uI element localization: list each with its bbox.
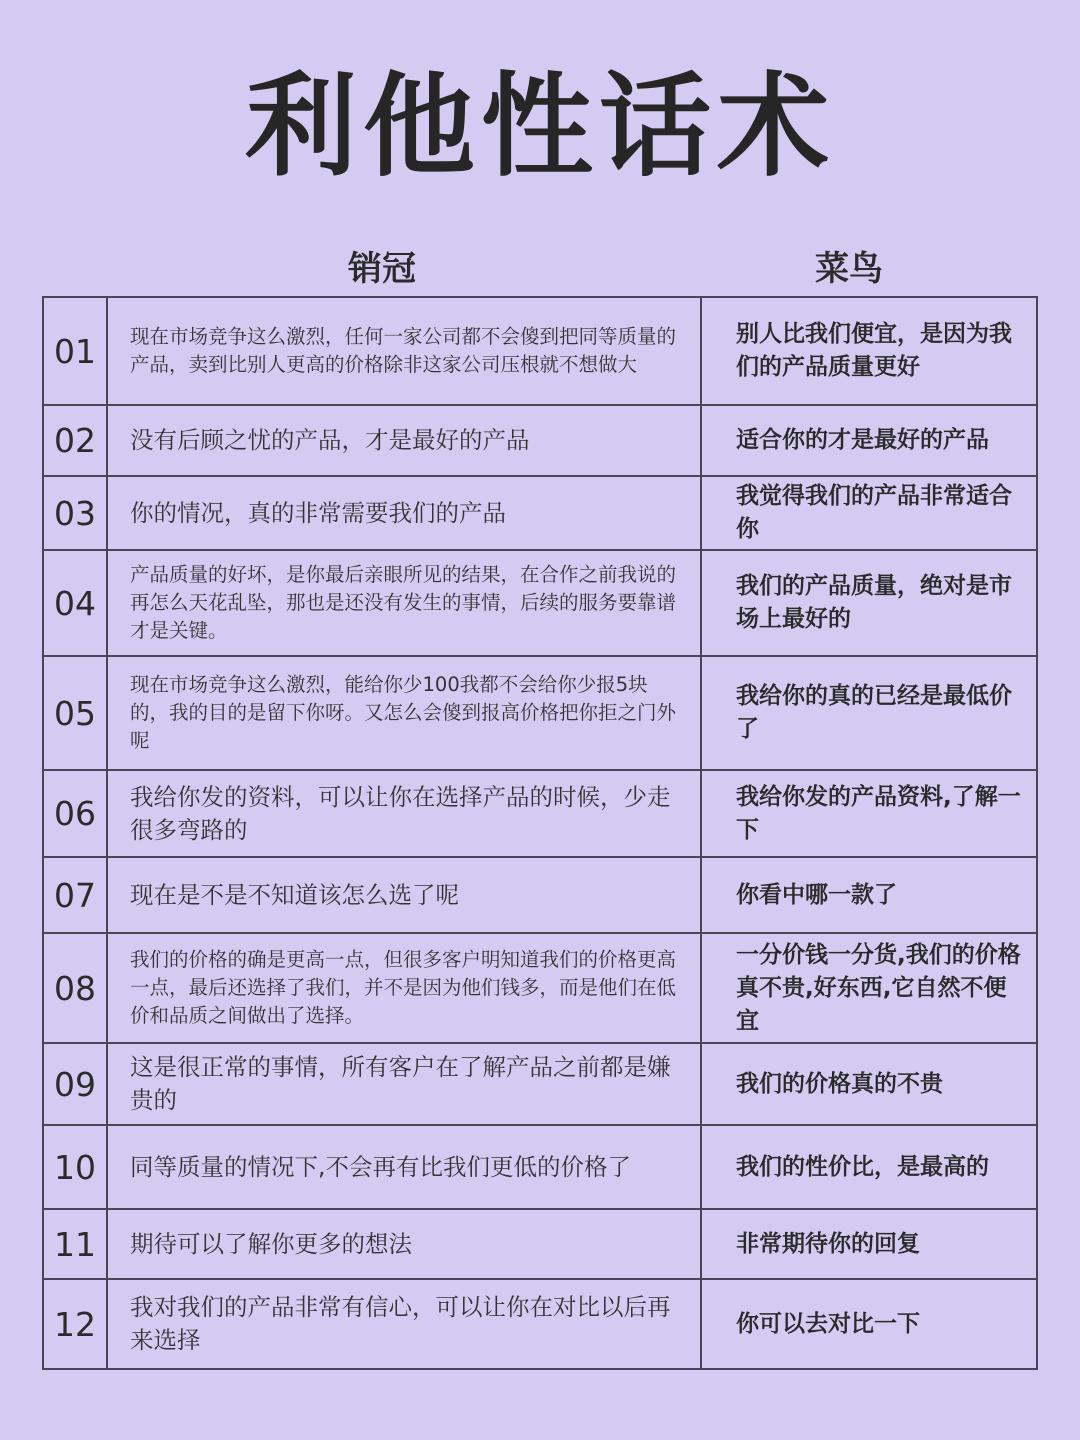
column-header-rookie: 菜鸟 — [815, 249, 883, 289]
table-row — [43, 297, 1037, 405]
champion-phrase: 同等质量的情况下,不会再有比我们更低的价格了 — [107, 1125, 701, 1209]
row-number: 11 — [43, 1209, 107, 1279]
rookie-phrase: 你看中哪一款了 — [701, 857, 1037, 933]
row-number: 02 — [43, 405, 107, 476]
comparison-table — [42, 296, 1038, 1370]
rookie-phrase: 一分价钱一分货,我们的价格真不贵,好东西,它自然不便宜 — [701, 933, 1037, 1043]
champion-phrase: 你的情况，真的非常需要我们的产品 — [107, 476, 701, 550]
rookie-phrase: 你可以去对比一下 — [701, 1279, 1037, 1369]
row-number: 12 — [43, 1279, 107, 1369]
champion-phrase: 现在是不是不知道该怎么选了呢 — [107, 857, 701, 933]
table-row — [43, 1209, 1037, 1279]
rookie-phrase: 适合你的才是最好的产品 — [701, 405, 1037, 476]
row-number: 06 — [43, 770, 107, 857]
champion-phrase: 这是很正常的事情，所有客户在了解产品之前都是嫌贵的 — [107, 1043, 701, 1125]
table-row — [43, 550, 1037, 656]
rookie-phrase: 我给你发的产品资料,了解一下 — [701, 770, 1037, 857]
table-row — [43, 476, 1037, 550]
champion-phrase: 现在市场竞争这么激烈，能给你少100我都不会给你少报5块的，我的目的是留下你呀。又怎么会傻到报高价格把你拒之门外呢 — [107, 656, 701, 770]
rookie-phrase: 别人比我们便宜，是因为我们的产品质量更好 — [701, 297, 1037, 405]
champion-phrase: 我对我们的产品非常有信心，可以让你在对比以后再来选择 — [107, 1279, 701, 1369]
table-row — [43, 405, 1037, 476]
champion-phrase: 没有后顾之忧的产品，才是最好的产品 — [107, 405, 701, 476]
champion-phrase: 我们的价格的确是更高一点，但很多客户明知道我们的价格更高一点，最后还选择了我们，并不是因为他们钱多，而是他们在低价和品质之间做出了选择。 — [107, 933, 701, 1043]
table-row — [43, 656, 1037, 770]
row-number: 04 — [43, 550, 107, 656]
rookie-phrase: 我觉得我们的产品非常适合你 — [701, 476, 1037, 550]
row-number: 10 — [43, 1125, 107, 1209]
rookie-phrase: 我给你的真的已经是最低价了 — [701, 656, 1037, 770]
rookie-phrase: 非常期待你的回复 — [701, 1209, 1037, 1279]
champion-phrase: 我给你发的资料，可以让你在选择产品的时候，少走很多弯路的 — [107, 770, 701, 857]
table-row — [43, 1043, 1037, 1125]
row-number: 08 — [43, 933, 107, 1043]
rookie-phrase: 我们的产品质量，绝对是市场上最好的 — [701, 550, 1037, 656]
table-row — [43, 1125, 1037, 1209]
table-row — [43, 1279, 1037, 1369]
rookie-phrase: 我们的性价比，是最高的 — [701, 1125, 1037, 1209]
row-number: 05 — [43, 656, 107, 770]
table-row — [43, 770, 1037, 857]
row-number: 03 — [43, 476, 107, 550]
page-title: 利他性话术 — [245, 62, 835, 192]
row-number: 01 — [43, 297, 107, 405]
rookie-phrase: 我们的价格真的不贵 — [701, 1043, 1037, 1125]
champion-phrase: 产品质量的好坏，是你最后亲眼所见的结果，在合作之前我说的再怎么天花乱坠，那也是还没有发生的事情，后续的服务要靠谱才是关键。 — [107, 550, 701, 656]
table-row — [43, 933, 1037, 1043]
champion-phrase: 期待可以了解你更多的想法 — [107, 1209, 701, 1279]
champion-phrase: 现在市场竞争这么激烈，任何一家公司都不会傻到把同等质量的产品，卖到比别人更高的价格除非这家公司压根就不想做大 — [107, 297, 701, 405]
row-number: 07 — [43, 857, 107, 933]
column-header-champion: 销冠 — [348, 249, 416, 289]
row-number: 09 — [43, 1043, 107, 1125]
table-row — [43, 857, 1037, 933]
